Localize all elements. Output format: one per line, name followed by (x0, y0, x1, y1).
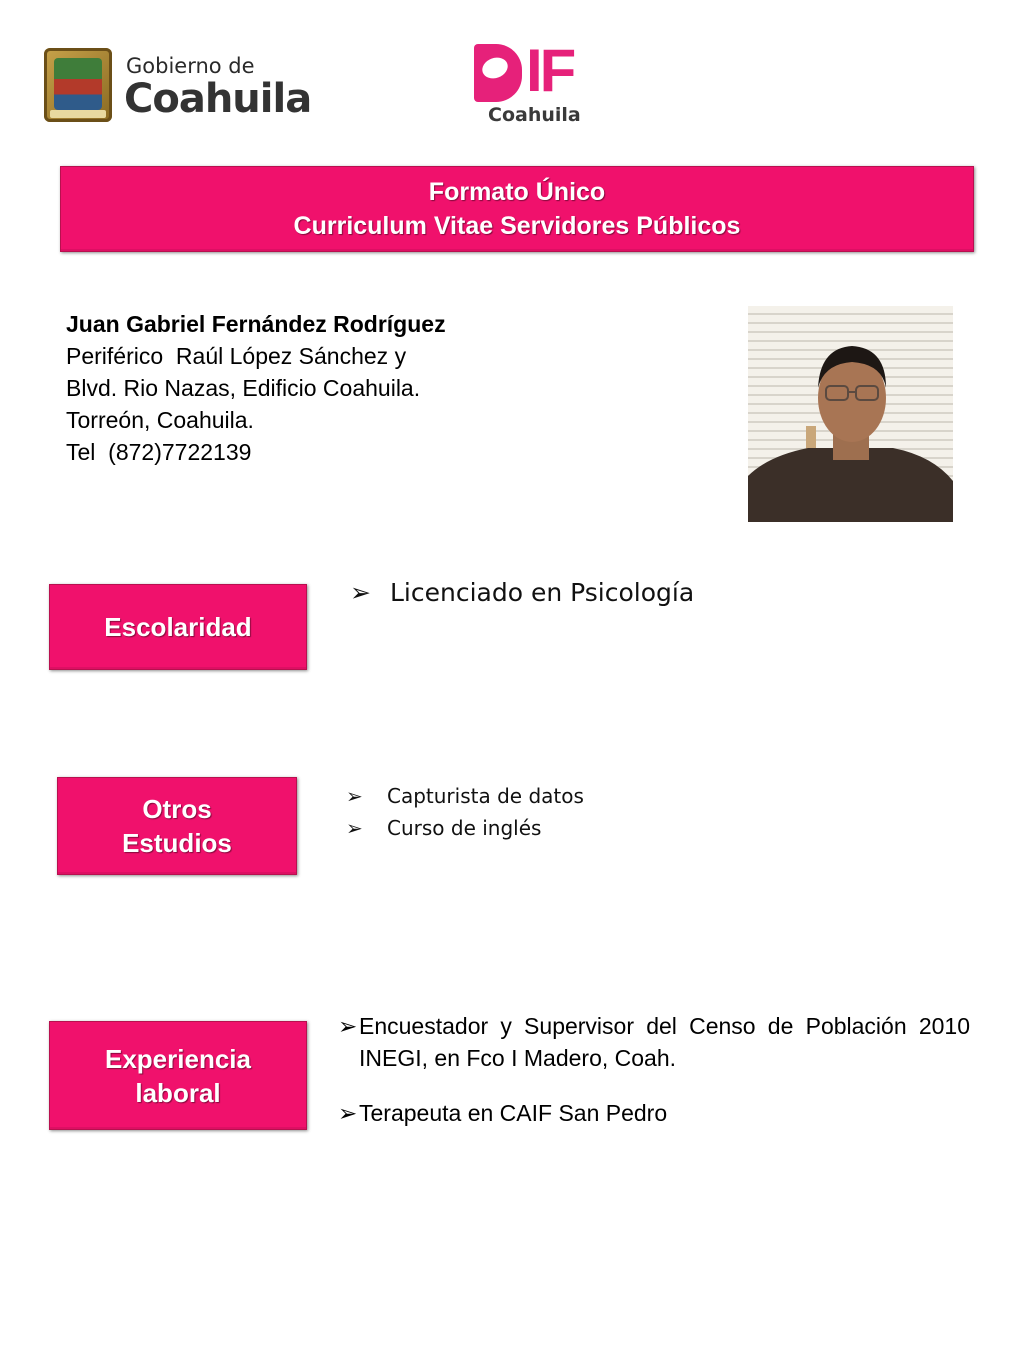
phone: Tel (872)7722139 (66, 439, 252, 465)
address-line-1: Periférico Raúl López Sánchez y (66, 343, 407, 369)
experiencia-list (338, 1010, 970, 1152)
list-item (346, 780, 584, 812)
contact-block (66, 308, 446, 468)
list-item-text: Terapeuta en CAIF San Pedro (359, 1100, 668, 1126)
escolaridad-list (350, 578, 694, 607)
title-line-1: Formato Único (428, 178, 606, 206)
city: Torreón, Coahuila. (66, 407, 254, 433)
list-item (338, 1097, 970, 1129)
dif-coahuila-logo (474, 37, 584, 130)
otros-label-line1: Otros (142, 794, 212, 824)
list-item-text: Capturista de datos (387, 784, 584, 808)
list-item (346, 812, 584, 844)
list-item-text: Licenciado en Psicología (390, 578, 695, 607)
arrow-bullet-icon: ➢ (346, 816, 363, 840)
section-label-experiencia-laboral (49, 1021, 307, 1130)
gobierno-logo-line2: Coahuila (124, 76, 312, 122)
dif-hand-icon (474, 44, 522, 102)
escolaridad-label: Escolaridad (104, 611, 252, 642)
list-item (338, 1010, 970, 1074)
arrow-bullet-icon: ➢ (338, 1013, 358, 1039)
list-item-text: Curso de inglés (387, 816, 542, 840)
portrait-image (748, 306, 953, 522)
title-line-2: Curriculum Vitae Servidores Públicos (293, 212, 741, 240)
list-item-text: Encuestador y Supervisor del Censo de Población 2010 INEGI, en Fco I Madero, Coah. (359, 1013, 970, 1071)
arrow-bullet-icon: ➢ (346, 784, 363, 808)
document-title-banner (60, 166, 974, 252)
coahuila-seal-icon (44, 48, 112, 122)
dif-logo-text: IF (526, 37, 574, 104)
section-label-escolaridad (49, 584, 307, 670)
section-label-otros-estudios (57, 777, 297, 875)
arrow-bullet-icon: ➢ (338, 1100, 358, 1126)
gobierno-logo-line1: Gobierno de (126, 54, 255, 78)
gobierno-coahuila-logo (44, 46, 312, 126)
arrow-bullet-icon: ➢ (350, 578, 371, 607)
address-line-2: Blvd. Rio Nazas, Edificio Coahuila. (66, 375, 421, 401)
profile-photo (748, 306, 953, 522)
experiencia-label-line1: Experiencia (105, 1043, 251, 1074)
dif-logo-subtitle: Coahuila (488, 104, 581, 126)
experiencia-label-line2: laboral (135, 1077, 221, 1108)
otros-estudios-list (346, 780, 584, 844)
person-name: Juan Gabriel Fernández Rodríguez (66, 311, 446, 337)
otros-label-line2: Estudios (122, 828, 232, 858)
list-item (350, 578, 694, 607)
